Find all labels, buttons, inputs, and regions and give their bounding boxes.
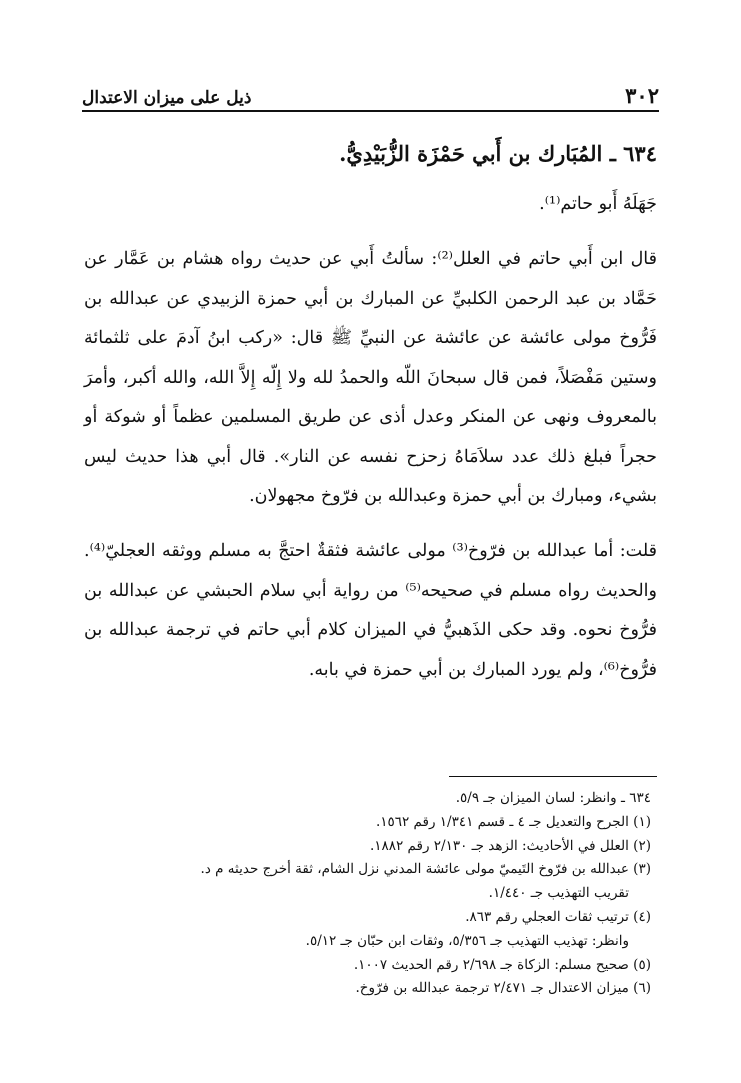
entry-heading: ٦٣٤ ـ المُبَارك بن أَبي حَمْزَة الزُّبَيْدِيُّ. — [339, 141, 657, 166]
footnote-line: (١) الجرح والتعديل جـ ٤ ـ قسم ١/٣٤١ رقم ١٥٦٢. — [375, 813, 651, 830]
footnote-line: وانظر: تهذيب التهذيب جـ ٥/٣٥٦، وثقات ابن حبّان جـ ٥/١٢. — [305, 932, 629, 949]
header-rule — [82, 110, 659, 112]
footnote-line: (٣) عبدالله بن فرّوخ التَيميّ مولى عائشة المدني نزل الشام، ثقة أخرج حديثه م د. — [200, 861, 651, 878]
page-header — [82, 80, 659, 108]
footnotes — [84, 787, 651, 1001]
entry-judgement — [84, 185, 657, 225]
judgement-text: جَهَلَهُ أَبو حاتم⁽¹⁾. — [539, 194, 657, 214]
footnote-line: تقريب التهذيب جـ ١/٤٤٠. — [488, 885, 629, 902]
footnote-line: (٤) ترتيب ثقات العجلي رقم ٨٦٣. — [465, 908, 651, 925]
paragraph-text: قال ابن أَبي حاتم في العلل⁽²⁾: سألتُ أَبي عن حديث رواه هشام بن عَمَّار عن حَمَّاد بن عبد الرحمن الكلبيِّ عن المبارك بن أبي حمزة الزبيدي عن عبدالله بن فَرُّوخ مولى عائشة عن عائشة عن النبيِّ ﷺ قال: «ركب ابنُ آدمَ على ثلثمائة وستين مَفْصَلاً، فمن قال سبحانَ اللّه والحمدُ لله ولا إِلّه إِلاَّ الله، والله أكبر، وأمرَ بالمعروف ونهى عن المنكر وعدل أذى عن طريق المسلمين عظماً أو شوكة أو حجراً فبلغ ذلك عدد سلاَمَاهُ زحزح نفسه عن النار». قال أبي هذا حديث ليس بشيء، ومبارك بن أبي حمزة وعبدالله بن فرّوخ مجهولان. — [84, 249, 657, 506]
footnote-separator — [449, 776, 657, 777]
running-title: ذيل على ميزان الاعتدال — [82, 88, 252, 108]
footnote-line: (٢) العلل في الأحاديث: الزهد جـ ٢/١٣٠ رقم ١٨٨٢. — [369, 837, 651, 854]
footnote-line: (٥) صحيح مسلم: الزكاة جـ ٢/٦٩٨ رقم الحديث ١٠٠٧. — [353, 956, 651, 973]
page-number: ٣٠٢ — [625, 83, 659, 108]
paragraph-text: قلت: أما عبدالله بن فرّوخ⁽³⁾ مولى عائشة فثقةٌ احتجَّ به مسلم ووثقه العجليّ⁽⁴⁾. والحديث رواه مسلم في صحيحه⁽⁵⁾ من رواية أبي سلام الحبشي عن عبدالله بن فرُّوخ نحوه. وقد حكى الذَهبيُّ في الميزان كلام أبي حاتم في ترجمة عبدالله بن فرُّوخ⁽⁶⁾، ولم يورد المبارك بن أبي حمزة في بابه. — [84, 541, 657, 680]
footnote-line: (٦) ميزان الاعتدال جـ ٢/٤٧١ ترجمة عبدالله بن فرّوخ. — [355, 980, 651, 997]
paragraph-2 — [84, 532, 657, 690]
paragraph-1 — [84, 240, 657, 517]
footnote-line: ٦٣٤ ـ وانظر: لسان الميزان جـ ٥/٩. — [455, 790, 651, 806]
